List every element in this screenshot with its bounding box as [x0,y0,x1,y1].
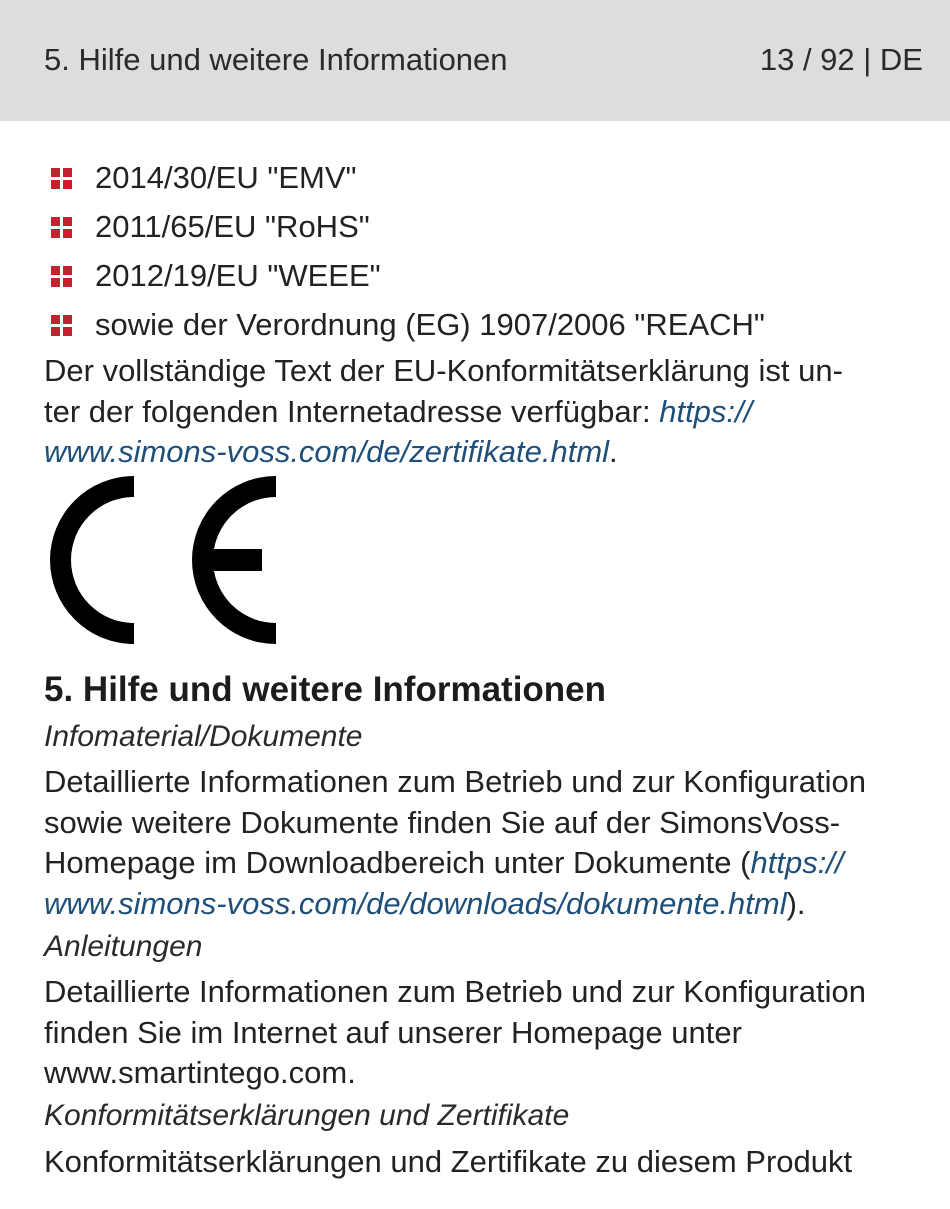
infomaterial-line-1: Detaillierte Informationen zum Betrieb und zur Konfiguration [44,764,866,799]
header-page-number: 13 / 92 | DE [759,42,923,77]
ce-mark-icon [43,476,279,644]
bullet-square-icon [51,266,72,287]
infomaterial-line-3-text: Homepage im Downloadbereich unter Dokumente ( [44,845,751,880]
anleitungen-paragraph [44,972,934,1094]
subhead-infomaterial: Infomaterial/Dokumente [44,720,363,753]
bullet-square-icon [51,315,72,336]
conformity-line-2 [44,392,934,433]
conformity-line-3 [44,432,934,473]
infomaterial-line-4 [44,884,934,925]
konformitaet-line-1: Konformitätserklärungen und Zertifikate zu diesem Produkt [44,1144,853,1179]
conformity-paragraph [44,351,934,473]
list-item-text: 2012/19/EU "WEEE" [95,258,381,293]
header-title: 5. Hilfe und weitere Informationen [44,42,508,77]
list-item [0,254,950,303]
list-item [0,156,950,205]
bullet-square-icon [51,168,72,189]
list-item-text: 2011/65/EU "RoHS" [95,209,370,244]
page-header [0,0,950,121]
conformity-line-1: Der vollständige Text der EU-Konformitätserklärung ist un- [44,353,843,388]
anleitungen-line-3: www.smartintego.com. [44,1055,356,1090]
list-item-text: sowie der Verordnung (EG) 1907/2006 "REACH" [95,307,765,342]
subhead-anleitungen: Anleitungen [44,930,203,963]
documents-link-part-1[interactable]: https:// [750,845,844,880]
conformity-line-2-text: ter der folgenden Internetadresse verfügbar: [44,393,660,429]
subhead-konformitaet: Konformitätserklärungen und Zertifikate [44,1099,570,1132]
list-item-text: 2014/30/EU "EMV" [95,160,357,195]
list-item [0,303,950,352]
infomaterial-end: ). [786,885,806,921]
directive-list [0,156,950,352]
certificates-link-part-2[interactable]: www.simons-voss.com/de/zertifikate.html [44,434,610,469]
list-item [0,205,950,254]
infomaterial-line-2: sowie weitere Dokumente finden Sie auf der SimonsVoss- [44,804,841,840]
bullet-square-icon [51,217,72,238]
section-heading: 5. Hilfe und weitere Informationen [44,670,607,709]
infomaterial-line-3 [44,843,934,884]
documents-link-part-2[interactable]: www.simons-voss.com/de/downloads/dokumente.html [44,885,787,921]
conformity-end: . [609,434,618,469]
anleitungen-line-2: finden Sie im Internet auf unserer Homepage unter [44,1014,742,1050]
anleitungen-line-1: Detaillierte Informationen zum Betrieb und zur Konfiguration [44,974,866,1009]
certificates-link-part-1[interactable]: https:// [659,393,753,429]
infomaterial-paragraph [44,762,934,924]
konformitaet-paragraph [44,1142,934,1183]
